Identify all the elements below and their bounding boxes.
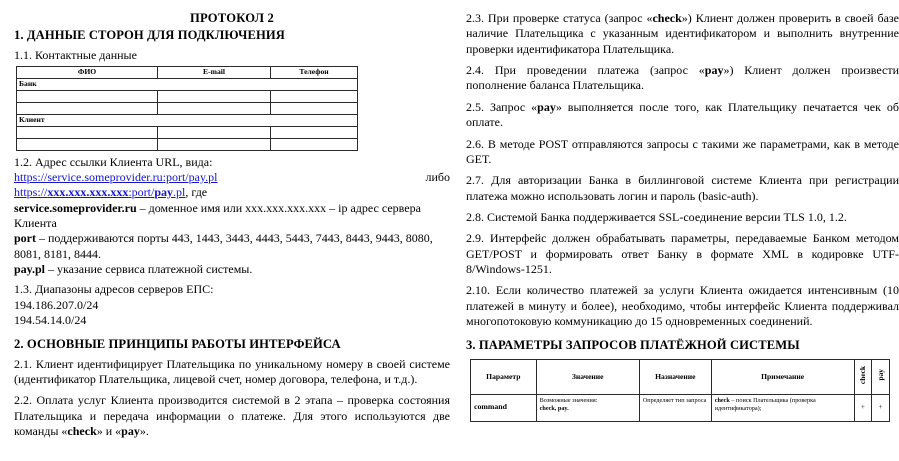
ip-range-2: 194.54.14.0/24 <box>14 313 87 328</box>
cell-email[interactable] <box>158 126 271 138</box>
table-header-row <box>17 66 358 78</box>
column-header-fio: ФИО <box>17 66 158 78</box>
definition-domain-text: – доменное имя или xxx.xxx.xxx.xxx – ip адрес сервера Клиента <box>14 200 421 231</box>
item-2-8: 2.8. Системой Банка поддерживается SSL-соединение версии TLS 1.0, 1.2. <box>466 209 847 224</box>
command-pay: pay <box>121 424 140 439</box>
definition-domain <box>14 201 450 232</box>
definition-port-text: – поддерживаются порты 443, 1443, 3443, 4443, 5443, 7443, 8443, 9443, 8080, 8081, 8181, 8444. <box>14 231 433 261</box>
url-ip-suffix: .pl <box>173 185 186 200</box>
table-row <box>17 102 358 114</box>
item-2-10: 2.10. Если количество платежей за услуги Клиента ожидается интенсивным (10 платежей в минуту и более), необходимо, чтобы интерфейс Клиента поддерживал многопотоковую коммуникацию до 15 одновременных соединений. <box>466 283 899 329</box>
item-2-2-part-1: 2.2. Оплата услуг Клиента производится системой в 2 этапа – проверка состояния Плательщика и передача информации о платеже. Для этого используются две команды « <box>14 393 450 439</box>
column-header-check <box>854 359 872 394</box>
cell-fio[interactable] <box>17 90 158 102</box>
item-1-1-label: 1.1. Контактные данные <box>14 48 137 63</box>
table-row <box>17 126 358 138</box>
column-header-value: Значение <box>536 359 639 394</box>
item-2-3-part-2: ») Клиент должен проверить в своей базе наличие Плательщика с указанным идентификатором и выполнить внутренние проверки идентификатора Плательщика. <box>466 11 899 56</box>
table-row <box>17 138 358 150</box>
url-link-domain[interactable]: https://service.someprovider.ru:port/pay.pl <box>14 169 218 184</box>
section-2-heading: 2. ОСНОВНЫЕ ПРИНЦИПЫ РАБОТЫ ИНТЕРФЕЙСА <box>14 336 341 351</box>
item-2-3-part-1: 2.3. При проверке статуса (запрос « <box>466 11 653 25</box>
command-pay: pay <box>537 99 556 114</box>
table-row <box>17 114 358 126</box>
cell-pay-mark: + <box>872 394 890 421</box>
item-1-3-label: 1.3. Диапазоны адресов серверов ЕПС: <box>14 282 214 297</box>
command-pay: pay <box>704 63 724 78</box>
item-2-1: 2.1. Клиент идентифицирует Плательщика по уникальному номеру в своей системе (идентификатор Плательщика, лицевой счет, номер договора, телефона, и т.д.). <box>14 356 450 386</box>
item-2-4 <box>466 63 899 94</box>
cell-value-line-1: Возможные значения: <box>539 396 598 404</box>
section-label-client: Клиент <box>17 114 358 126</box>
cell-phone[interactable] <box>271 138 358 150</box>
cell-email[interactable] <box>158 90 271 102</box>
cell-note <box>711 394 854 421</box>
column-header-email: E-mail <box>158 66 271 78</box>
item-2-5-part-2: » выполняется после того, как Плательщику печатается чек об оплате. <box>466 99 899 130</box>
item-2-2 <box>14 393 450 439</box>
column-header-phone: Телефон <box>271 66 358 78</box>
definition-paypl-term: pay.pl <box>14 262 46 277</box>
item-2-5-part-1: 2.5. Запрос « <box>466 99 538 114</box>
cell-phone[interactable] <box>271 90 358 102</box>
definition-domain-term: service.someprovider.ru <box>14 200 137 215</box>
cell-email[interactable] <box>158 102 271 114</box>
cell-note-text: – поиск Плательщика (проверка идентификатора); <box>714 396 816 412</box>
column-header-pay <box>872 359 890 394</box>
item-2-5 <box>466 100 899 131</box>
url-ip-mid: :port/ <box>128 185 155 200</box>
cell-email[interactable] <box>158 138 271 150</box>
url-ip-prefix: https:// <box>14 185 48 200</box>
cell-value-line-2: check, pay. <box>539 404 569 412</box>
cell-value <box>536 394 639 421</box>
document-title: ПРОТОКОЛ 2 <box>189 11 275 25</box>
item-2-4-part-2: ») Клиент должен произвести пополнение баланса Плательщика. <box>466 63 899 93</box>
table-row <box>471 394 890 421</box>
left-column <box>14 0 450 445</box>
cell-phone[interactable] <box>271 126 358 138</box>
definition-port <box>14 231 450 262</box>
item-2-2-mid: » и « <box>96 424 122 439</box>
url-alternative-label: либо <box>425 169 450 184</box>
url-line-2 <box>14 185 450 200</box>
definition-port-term: port <box>14 231 36 246</box>
item-2-2-end: ». <box>139 424 149 439</box>
item-2-3 <box>466 11 899 57</box>
definition-paypl <box>14 262 450 277</box>
url-ip-bold-pay: pay <box>154 185 174 200</box>
url-line-1 <box>14 170 450 185</box>
cell-fio[interactable] <box>17 138 158 150</box>
table-row <box>17 90 358 102</box>
right-column <box>466 0 899 422</box>
table-row <box>17 78 358 90</box>
cell-fio[interactable] <box>17 126 158 138</box>
contacts-table <box>16 66 358 151</box>
cell-check-mark: + <box>854 394 872 421</box>
cell-note-term: check <box>714 396 730 404</box>
item-2-7: 2.7. Для авторизации Банка в биллинговой системе Клиента при регистрации платежа можно использовать логин и пароль (basic-auth). <box>466 173 899 203</box>
command-check: check <box>652 11 682 25</box>
params-table <box>470 359 890 422</box>
column-header-parameter: Параметр <box>471 359 537 394</box>
cell-fio[interactable] <box>17 102 158 114</box>
url-line-2-tail: , где <box>185 185 208 200</box>
item-2-6: 2.6. В методе POST отправляются запросы с такими же параметрами, как в методе GET. <box>466 136 899 166</box>
url-ip-host: xxx.xxx.xxx.xxx <box>47 185 129 200</box>
section-3-heading: 3. ПАРАМЕТРЫ ЗАПРОСОВ ПЛАТЁЖНОЙ СИСТЕМЫ <box>466 338 800 353</box>
cell-purpose: Определяет тип запроса <box>639 394 711 421</box>
table-header-row <box>471 359 890 394</box>
ip-range-1: 194.186.207.0/24 <box>14 297 99 312</box>
command-check: check <box>67 424 97 439</box>
column-header-purpose: Назначение <box>639 359 711 394</box>
column-header-check-label: check <box>858 366 868 385</box>
definition-paypl-text: – указание сервиса платежной системы. <box>45 262 253 277</box>
section-label-bank: Банк <box>17 78 358 90</box>
column-header-pay-label: pay <box>875 369 885 381</box>
cell-phone[interactable] <box>271 102 358 114</box>
item-2-9: 2.9. Интерфейс должен обрабатывать параметры, передаваемые Банком методом GET/POST и формировать ответ Банку в формате XML в кодировке UTF-8/Windows-1251. <box>466 231 899 277</box>
column-header-note: Примечание <box>711 359 854 394</box>
item-1-2-label: 1.2. Адрес ссылки Клиента URL, вида: <box>14 154 213 169</box>
cell-parameter-name: command <box>471 394 537 421</box>
section-1-heading: 1. ДАННЫЕ СТОРОН ДЛЯ ПОДКЛЮЧЕНИЯ <box>14 28 286 43</box>
item-2-4-part-1: 2.4. При проведении платежа (запрос « <box>466 63 705 78</box>
url-link-ip[interactable] <box>14 185 185 199</box>
